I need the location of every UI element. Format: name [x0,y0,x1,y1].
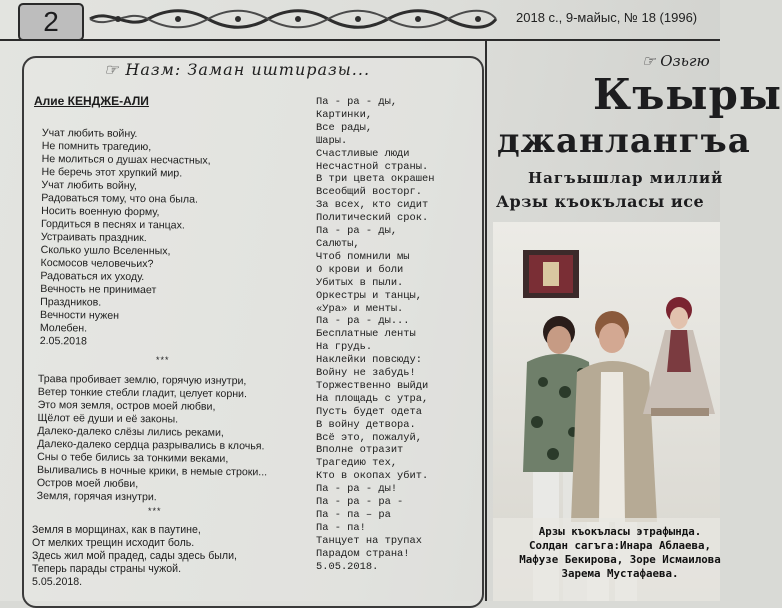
subheadline-line-1: Нагъышлар миллий [528,169,724,187]
issue-info: 2018 с., 9-майыс, № 18 (1996) [516,10,698,25]
text-line: На площадь с утра, [316,392,429,405]
poem-2 [37,373,269,505]
text-line: Вечности нужен [39,308,120,322]
text-line: Вполне отразит [316,444,404,457]
text-line: Парадом страна! [316,547,410,560]
text-line: 5.05.2018. [316,560,379,573]
ornament-band [88,8,498,30]
text-line: «Ура» и менты. [316,302,404,315]
text-line: Не беречь этот хрупкий мир. [41,165,183,180]
text-line: Торжественно выйди [316,379,429,392]
text-line: Па - ра - ды, [316,225,398,238]
text-line: Мафузе Бекирова, Зоре Исмаилова [519,553,721,566]
text-line: Па - ра - ды... [316,315,410,328]
text-line: Это моя земля, остров моей любви, [37,398,216,413]
text-line: Праздников. [40,295,102,309]
text-line: Здесь жил мой прадед, сады здесь были, [32,550,237,562]
text-line: Космосов человечьих? [40,256,154,271]
text-line: Не помнить трагедию, [41,139,152,154]
text-line: В войну детвора. [316,418,416,431]
text-line: Арзы къокъласы этрафында. [538,525,702,538]
section-title: ☞ Назм: Заман иштиразы... [104,60,371,79]
text-line: Бесплатные ленты [316,328,416,341]
text-line: Па - ра - ды, [316,96,398,108]
text-line: В три цвета окрашен [316,173,435,186]
text-line: Всё это, пожалуй, [316,431,423,444]
text-line: Учат любить войну, [41,178,137,192]
column-rule [485,41,487,601]
text-line: Зарема Мустафаева. [561,567,679,580]
text-line: Шары. [316,134,348,147]
text-line: Па - па – ра [316,509,391,521]
text-line: Счастливые люди [316,147,410,160]
text-line: Пусть будет одета [316,405,423,418]
text-line: Наклейки повсюду: [316,354,423,367]
separator-stars-2: *** [148,506,162,516]
poem-3 [32,524,237,589]
poem-right-column [316,96,434,574]
text-line: Салюты, [316,237,360,250]
text-line: Носить военную форму, [41,204,160,219]
text-line: Сны о тебе бились за тонкими веками, [37,450,229,465]
text-line: Солдан сагъга:Инара Аблаева, [528,539,711,552]
text-line: Трава пробивает землю, горячую изнутри, [37,373,247,388]
text-line: За всех, кто сидит [316,199,429,212]
text-line: Земля в морщинах, как в паутине, [32,524,201,536]
text-line: 5.05.2018. [32,576,83,588]
text-line: Далеко-далеко слёзы лились реками, [37,424,224,439]
text-line: Чтоб помнили мы [316,250,410,263]
text-line: Все рады, [316,121,373,134]
separator-stars-1: *** [156,355,170,365]
article-rubric: ☞ Озьгю [642,52,710,70]
text-line: Картинки, [316,108,373,121]
text-line: Па - ра - ды! [316,483,398,496]
text-line: Всеобщий восторг. [316,186,423,199]
text-line: Не молиться о душах несчастных, [41,152,211,167]
subheadline-line-2: Арзы къокъласы исе [496,192,705,211]
header-rule [0,39,720,41]
text-line: Молебен. [39,321,88,335]
text-line: Радоваться их уходу. [40,269,145,284]
text-line: Вечность не принимает [40,282,157,297]
text-line: Кто в окопах убит. [316,470,429,483]
poem-1 [40,127,211,350]
text-line: Политический срок. [316,212,429,225]
text-line: На грудь. [316,341,373,354]
text-line: Гордиться в песнях и танцах. [40,217,185,232]
text-line: Далеко-далеко сердца разрывались в клочья. [37,437,265,453]
author-name: Алие КЕНДЖЕ-АЛИ [34,94,149,108]
text-line: Радоваться тому, что она была. [41,191,199,206]
text-line: Сколько ушло Вселенных, [40,243,171,258]
text-line: Несчастной страны. [316,160,429,173]
text-line: Выливались в ночные крики, в немые строки... [36,463,268,479]
headline-line-2: джанлангъа [497,121,751,161]
text-line: Оркестры и танцы, [316,289,423,302]
headline-line-1: Къыры [593,70,782,119]
text-line: Ветер тонкие стебли гладит, целует корни. [37,385,248,401]
text-line: Танцует на трупах [316,534,423,547]
text-line: Земля, горячая изнутри. [36,489,157,504]
text-line: Трагедию тех, [316,457,398,470]
text-line: Щёлот её души и её законы. [37,411,179,426]
photo-caption [500,525,740,581]
text-line: От мелких трещин исходит боль. [32,537,195,549]
text-line: Па - ра - ра - [316,496,404,509]
text-line: О крови и боли [316,263,404,276]
text-line: Остров моей любви, [36,476,139,491]
text-line: 2.05.2018 [39,334,87,348]
text-line: Устраивать праздник. [40,230,147,245]
text-line: Войну не забудь! [316,367,416,380]
text-line: Учат любить войну. [41,127,138,140]
text-line: Убитых в пыли. [316,276,404,289]
page-number: 2 [18,3,84,41]
text-line: Па - па! [316,521,366,534]
text-line: Теперь парады страны чужой. [32,563,182,575]
